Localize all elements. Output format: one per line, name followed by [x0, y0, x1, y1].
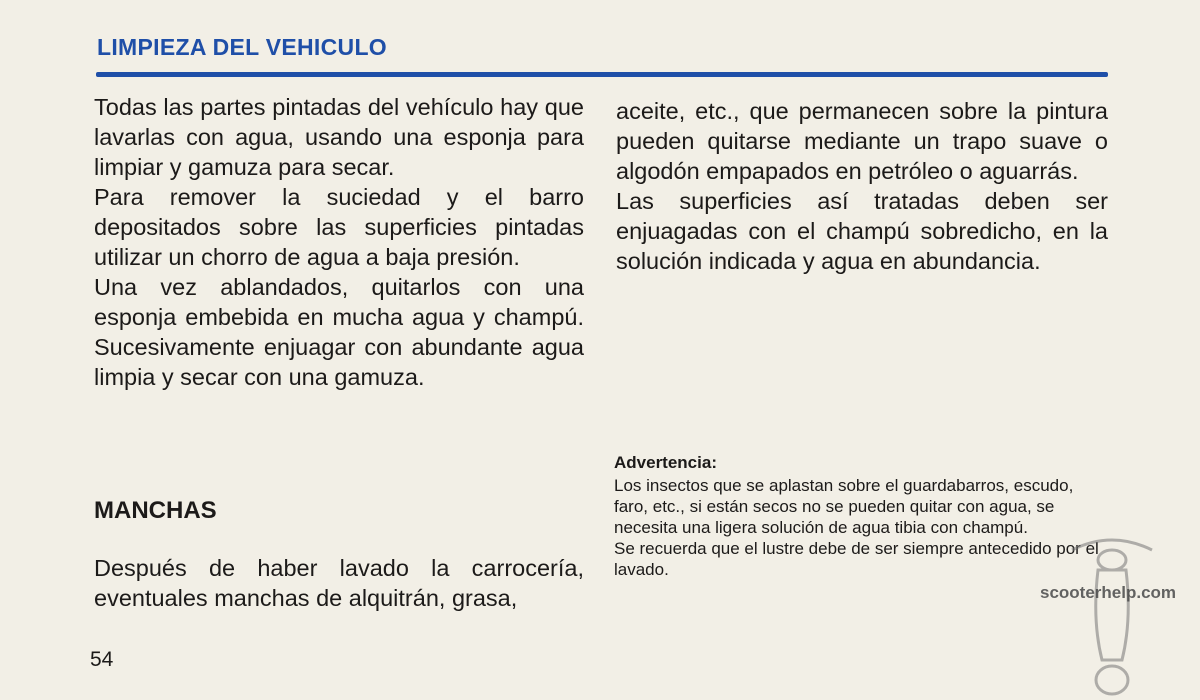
page-number: 54 — [90, 648, 114, 671]
manchas-heading: MANCHAS — [94, 497, 217, 524]
warning-paragraph-2: Se recuerda que el lustre debe de ser siempre antecedido por el lavado. — [614, 539, 1099, 579]
left-paragraph-2: Para remover la suciedad y el barro depositados sobre las superficies pintadas utilizar un chorro de agua a baja presión. — [94, 184, 584, 270]
page-title: LIMPIEZA DEL VEHICULO — [97, 34, 387, 60]
manchas-column — [94, 553, 584, 613]
warning-title: Advertencia: — [614, 453, 717, 472]
watermark-text: scooterhelp.com — [1040, 583, 1177, 602]
scooter-watermark-icon — [1062, 520, 1162, 700]
left-column — [94, 92, 584, 392]
right-paragraph-2: Las superficies así tratadas deben ser enjuagadas con el champú sobredicho, en la solución indicada y agua en abundancia. — [616, 188, 1108, 274]
title-underline — [96, 72, 1108, 77]
warning-paragraph-1: Los insectos que se aplastan sobre el guardabarros, escudo, faro, etc., si están secos no se pueden quitar con agua, se necesita una ligera solución de agua tibia con champú. — [614, 476, 1074, 537]
left-paragraph-1: Todas las partes pintadas del vehículo hay que lavarlas con agua, usando una esponja para limpiar y gamuza para secar. — [94, 94, 584, 180]
left-paragraph-3: Una vez ablandados, quitarlos con una esponja embebida en mucha agua y champú. Sucesivamente enjuagar con abundante agua limpia y secar con una gamuza. — [94, 274, 584, 390]
manchas-paragraph: Después de haber lavado la carrocería, eventuales manchas de alquitrán, grasa, — [94, 555, 584, 611]
right-column — [616, 96, 1108, 276]
warning-box — [614, 452, 1104, 580]
right-paragraph-1: aceite, etc., que permanecen sobre la pintura pueden quitarse mediante un trapo suave o algodón empapados en petróleo o aguarrás. — [616, 98, 1108, 184]
